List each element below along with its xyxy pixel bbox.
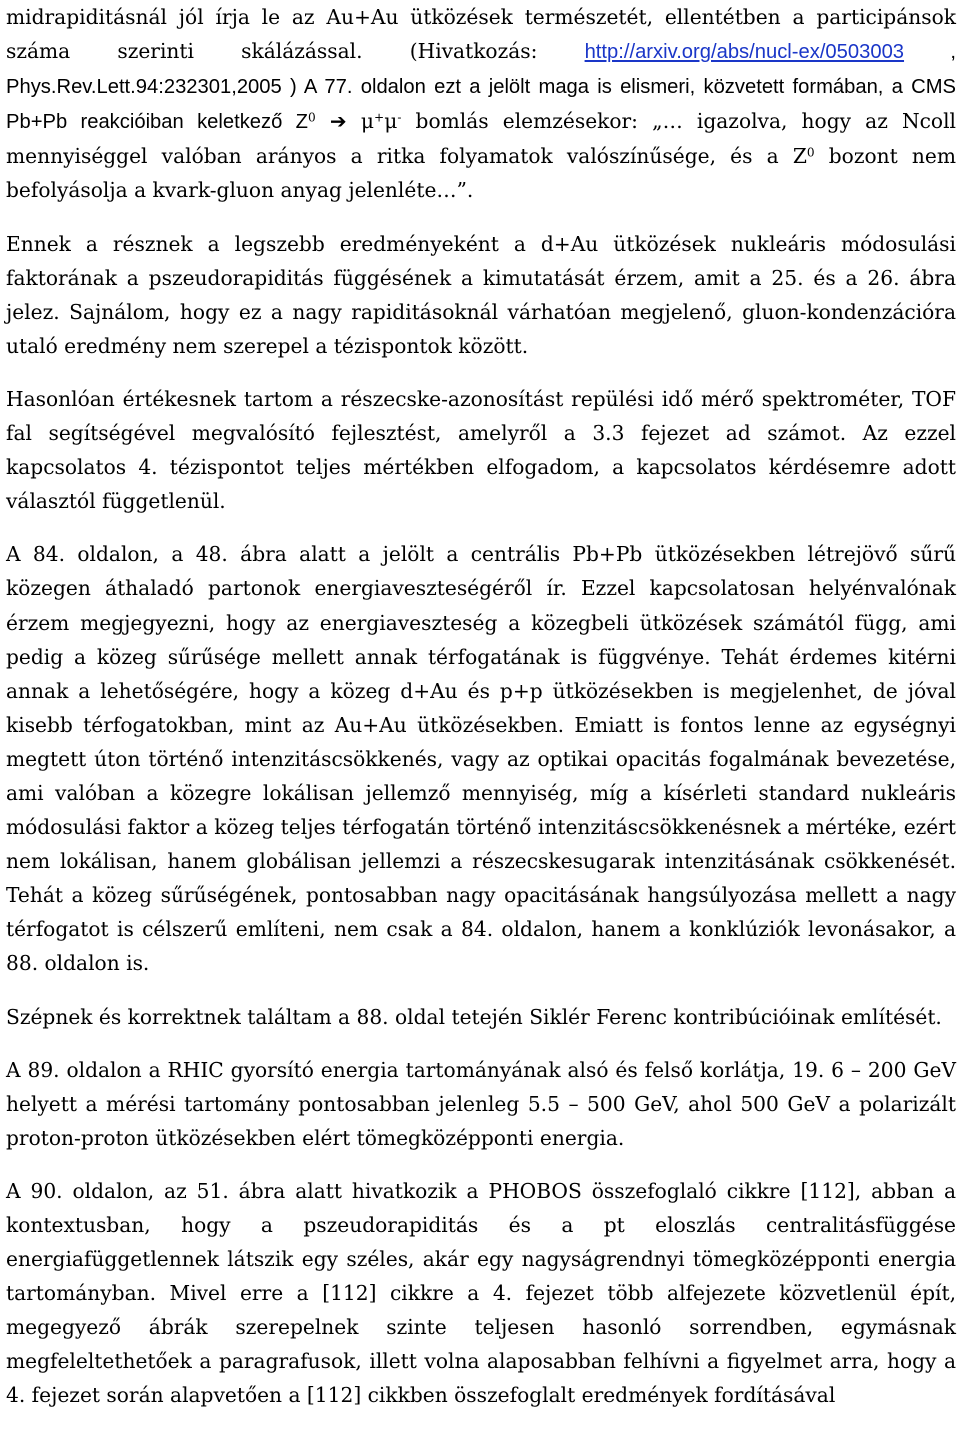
- z0-superscript-2: 0: [806, 145, 815, 160]
- z0-superscript: 0: [308, 110, 316, 125]
- paragraph-2: Ennek a résznek a legszebb eredményeként a d+Au ütközések nukleáris módosulási faktorának a pszeudorapiditás függésének a kimutatását érzem, amit a 25. és a 26. ábra jelez. Sajnálom, hogy ez a nagy rapiditásoknál várhatóan megjelenő, gluon-kondenzációra utaló eredmény nem szerepel a tézispontok között.: [6, 231, 956, 358]
- mu-minus-superscript: -: [397, 110, 402, 125]
- paragraph-1-text-f: bozont nem befolyásolja a kvark-gluon anyag jelenléte…”.: [6, 144, 957, 203]
- paragraph-1: [6, 0, 956, 208]
- paragraph-7: A 90. oldalon, az 51. ábra alatt hivatkozik a PHOBOS összefoglaló cikkre [112], abban a kontextusban, hogy a pszeudorapiditás és a pt eloszlás centralitásfüggése energiafüggetlennek látszik egy széles, akár egy nagyságrendnyi tömegközépponti energia tartományban. Mivel erre a [112] cikkre a 4. fejezet több alfejezete közvetlenül épít, megegyező ábrák szerepelnek szinte teljesen hasonló sorrendben, egymásnak megfeleltethetőek a paragrafusok, illett volna alaposabban felhívni a figyelmet arra, hogy a 4. fejezet során alapvetően a [112] cikkben összefoglalt eredmények fordításával: [6, 1178, 956, 1408]
- paragraph-1-text-d: μ: [384, 109, 398, 134]
- paragraph-5: Szépnek és korrektnek találtam a 88. oldal tetején Siklér Ferenc kontribúcióinak említését.: [6, 1004, 942, 1029]
- paragraph-1-text-c: ➔ μ: [315, 109, 375, 134]
- paragraph-1-text-a: midrapiditásnál jól írja le az Au+Au ütközések természetét, ellentétben a participánsok száma szerinti skálázással. (Hivatkozás:: [6, 5, 956, 64]
- paragraph-6: A 89. oldalon a RHIC gyorsító energia tartományának alsó és felső korlátja, 19. 6 – 200 GeV helyett a mérési tartomány pontosabban jelenleg 5.5 – 500 GeV, ahol 500 GeV a polarizált proton-proton ütközésekben elért tömegközépponti energia.: [6, 1057, 956, 1150]
- paragraph-4: A 84. oldalon, a 48. ábra alatt a jelölt a centrális Pb+Pb ütközésekben létrejövő sűrű közegen áthaladó partonok energiaveszteségéről ír. Ezzel kapcsolatosan helyénvalónak érzem megjegyezni, hogy az energiaveszteség a közegbeli ütközések számától függ, ami pedig a közeg sűrűsége mellett annak térfogatának is függvénye. Tehát érdemes kitérni annak a lehetőségére, hogy a közeg d+Au és p+p ütközésekben is megjelenhet, de jóval kisebb térfogatokban, mint az Au+Au ütközésekben. Emiatt is fontos lenne az egységnyi megtett úton történő intenzitáscsökkenés, vagy az optikai opacitás fogalmának bevezetése, ami valóban a közegre lokálisan jellemző mennyiség, míg a kísérleti standard nukleáris módosulási faktor a közeg teljes térfogatán történő intenzitáscsökkenésnek a mértéke, ezért nem lokálisan, hanem globálisan jellemzi a részecskesugarak intenzitásának csökkenését. Tehát a közeg sűrűségének, pontosabban nagy opacitásának hangsúlyozása mellett a nagy térfogatot is célszerű említeni, nem csak a 84. oldalon, hanem a konklúziók levonásakor, a 88. oldalon is.: [6, 542, 956, 976]
- arxiv-link[interactable]: http://arxiv.org/abs/nucl-ex/0503003: [584, 41, 905, 64]
- paragraph-3: Hasonlóan értékesnek tartom a részecske-azonosítást repülési idő mérő spektrométer, TOF fal segítségével megvalósító fejlesztést, amelyről a 3.3 fejezet ad számot. Az ezzel kapcsolatos 4. tézispontot teljes mértékben elfogadom, a kapcsolatos kérdésemre adott választól függetlenül.: [6, 386, 956, 514]
- mu-plus-superscript: +: [374, 110, 385, 125]
- paragraph-1-text-e: bomlás elemzésekor: „… igazolva, hogy az Ncoll mennyiséggel valóban arányos a ritka folyamatok valószínűsége, és a Z: [6, 109, 956, 169]
- paragraph-1-text-b: , Phys.Rev.Lett.94:232301,2005 ) A 77. oldalon ezt a jelölt maga is elismeri, közvetett formában, a CMS Pb+Pb reakcióiban keletkező Z: [6, 41, 956, 134]
